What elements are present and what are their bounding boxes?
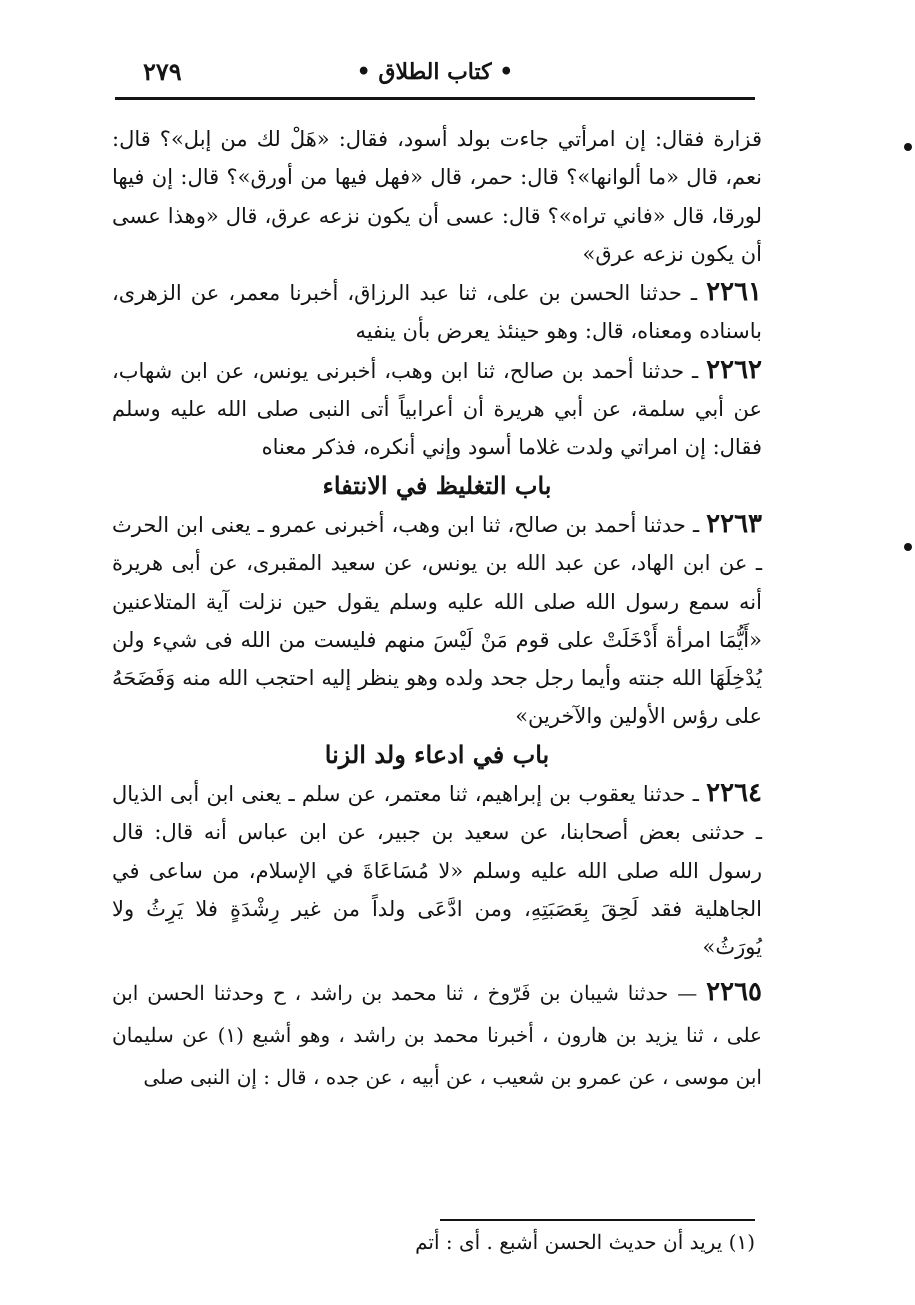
hadith-2264 — [112, 774, 762, 966]
hadith-text: ـ حدثنا يعقوب بن إبراهيم، ثنا معتمر، عن سلم ـ يعنى ابن أبى الذيال ـ حدثنى بعض أصحابنا، عن سعيد بن جبير، عن ابن عباس أنه قال: قال رسول الله صلى الله عليه وسلم «لا مُسَاعَاةَ في الإسلام، من ساعى في الجاهلية فقد لَحِقَ بِعَصَبَتِهِ، ومن ادَّعَى ولداً من غير رِشْدَةٍ فلا يَرِثُ ولا يُورَثُ» — [112, 782, 762, 960]
footnote: (١) يريد أن حديث الحسن أشبع . أى : أتم — [415, 1230, 755, 1254]
chapter-heading: باب التغليظ في الانتفاء — [322, 470, 552, 500]
hadith-text: ـ حدثنا أحمد بن صالح، ثنا ابن وهب، أخبرنى عمرو ـ يعنى ابن الحرث ـ عن ابن الهاد، عن عبد الله بن يونس، عن سعيد المقبرى، عن أبى هريرة أنه سمع رسول الله صلى الله عليه وسلم يقول حين نزلت آية المتلاعنين «أَيُّمَا امرأة أَدْخَلَتْ على قوم مَنْ لَيْسَ منهم فليست من الله فى شيء ولن يُدْخِلَهَا الله جنته وأيما رجل جحد ولده وهو ينظر إليه احتجب الله منه وَفَضَحَهُ على رؤس الأولين والآخرين» — [112, 512, 762, 729]
hadith-2263 — [112, 505, 762, 736]
running-title: • كتاب الطلاق • — [356, 59, 514, 85]
hadith-number: ٢٢٦٢ — [706, 354, 762, 385]
hadith-2262 — [112, 351, 762, 467]
hadith-number: ٢٢٦٤ — [706, 778, 762, 809]
hadith-text: ـ حدثنا أحمد بن صالح، ثنا ابن وهب، أخبرنى يونس، عن ابن شهاب، عن أبي سلمة، عن أبي هريرة أن أعرابياً أتى النبى صلى الله عليه وسلم فقال: إن امراتي ولدت غلاما أسود وإني أنكره، فذكر معناه — [112, 358, 762, 460]
margin-dot-mark — [904, 143, 912, 151]
margin-dot-mark — [904, 543, 912, 551]
paragraph-continuation — [112, 120, 762, 273]
page-header — [115, 55, 755, 95]
hadith-2265 — [112, 971, 762, 1098]
hadith-2261 — [112, 273, 762, 351]
hadith-text: ـ حدثنا الحسن بن على، ثنا عبد الرزاق، أخبرنا معمر، عن الزهرى، باسناده ومعناه، قال: وهو حينئذ يعرض بأن ينفيه — [112, 281, 762, 344]
chapter-heading: باب في ادعاء ولد الزنا — [324, 739, 550, 769]
main-text — [112, 120, 762, 1098]
footnote-rule — [440, 1219, 755, 1221]
page-number: ٢٧٩ — [143, 57, 182, 86]
hadith-number: ٢٢٦٥ — [706, 976, 762, 1007]
paragraph-text: قزارة فقال: إن امرأتي جاءت بولد أسود، فقال: «هَلْ لك من إبل»؟ قال: نعم، قال «ما ألوانها»؟ قال: حمر، قال «فهل فيها من أورق»؟ قال: إن فيها لورقا، قال «فاني تراه»؟ قال: عسى أن يكون نزعه عرق، قال «وهذا عسى أن يكون نزعه عرق» — [112, 127, 762, 266]
hadith-number: ٢٢٦٣ — [706, 508, 762, 539]
hadith-text: — حدثنا شيبان بن فَرّوخ ، ثنا محمد بن راشد ، ح وحدثنا الحسن ابن على ، ثنا يزيد بن هارون ، أخبرنا محمد بن راشد ، وهو أشبع (١) عن سليمان ابن موسى ، عن عمرو بن شعيب ، عن أبيه ، عن جده ، قال : إن النبى صلى — [112, 980, 762, 1089]
header-rule — [115, 97, 755, 100]
hadith-number: ٢٢٦١ — [706, 277, 762, 308]
